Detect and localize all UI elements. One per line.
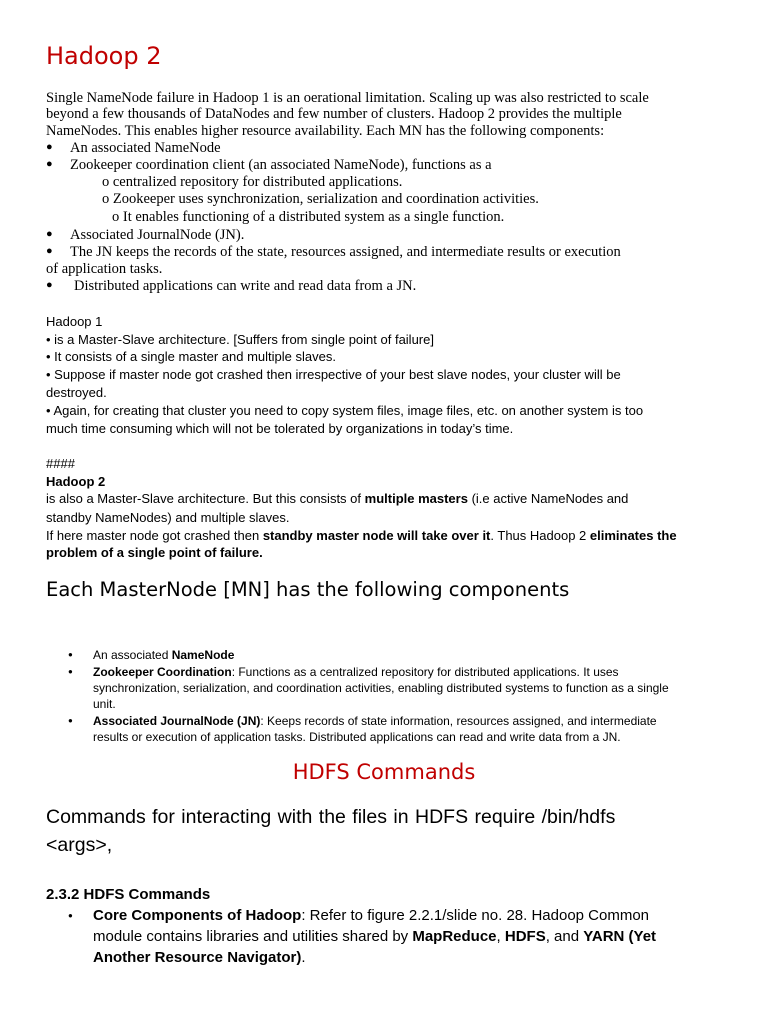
masternode-heading: Each MasterNode [MN] has the following components: [46, 578, 570, 601]
sub-bullet-3-text: It enables functioning of a distributed system as a single function.: [122, 209, 505, 225]
bullet-dot-icon: ●: [68, 716, 73, 725]
hadoop2-title: Hadoop 2: [46, 474, 106, 489]
mn-item-1: [93, 648, 234, 662]
mn-item-2: [93, 665, 619, 679]
hadoop2-line-3-text: If here master node got crashed then: [46, 528, 263, 543]
hadoop2-line-3-mid: . Thus Hadoop 2: [490, 528, 590, 543]
bullet-dot-icon: ●: [68, 911, 73, 920]
bullet-dot-icon: ●: [68, 667, 73, 676]
multiple-masters-bold: multiple masters: [364, 491, 468, 506]
sub-bullet-1: [102, 174, 402, 191]
bullet-dot-icon: ●: [46, 228, 53, 240]
comma-1: ,: [496, 928, 505, 945]
intro-line-1: Single NameNode failure in Hadoop 1 is an oerational limitation. Scaling up was also restricted to scale: [46, 90, 649, 106]
sub-bullet-1-text: centralized repository for distributed applications.: [112, 174, 403, 190]
hadoop2-line-1-text: is also a Master-Slave architecture. But this consists of: [46, 491, 365, 506]
hdfs-commands-title: HDFS Commands: [292, 760, 476, 784]
page-title: Hadoop 2: [46, 42, 162, 70]
hadoop1-line-1: • is a Master-Slave architecture. [Suffers from single point of failure]: [46, 332, 434, 347]
sub-bullet-marker: o: [102, 191, 110, 207]
intro-bullet-4b: of application tasks.: [46, 261, 163, 277]
intro-bullet-5: Distributed applications can write and read data from a JN.: [74, 278, 417, 294]
mn-item-3-text: : Keeps records of state information, resources assigned, and intermediate: [260, 714, 657, 728]
section-232-title: 2.3.2 HDFS Commands: [46, 886, 211, 903]
hadoop1-title: Hadoop 1: [46, 314, 103, 329]
mn-item-3-line-2: results or execution of application tasks. Distributed applications can read and write data from a JN.: [93, 730, 621, 744]
mn-item-2-line-3: unit.: [93, 697, 116, 711]
core-components-bold: Core Components of Hadoop: [93, 907, 302, 924]
section-232-line-1-text: : Refer to figure 2.2.1/slide no. 28. Hadoop Common: [301, 907, 650, 924]
hadoop2-line-3: [46, 528, 677, 543]
sub-bullet-2-text: Zookeeper uses synchronization, serialization and coordination activities.: [112, 191, 539, 207]
yarn-bold: YARN (Yet: [583, 928, 657, 945]
and-text: , and: [545, 928, 584, 945]
sub-bullet-marker: o: [112, 209, 120, 225]
namenode-bold: NameNode: [171, 648, 235, 662]
intro-bullet-3: Associated JournalNode (JN).: [70, 227, 245, 243]
section-232-line-2: [93, 928, 656, 945]
bullet-dot-icon: ●: [46, 141, 53, 153]
mn-item-2-line-2: synchronization, serialization, and coordination activities, enabling distributed systems to function as a single: [93, 681, 669, 695]
hadoop2-line-2: standby NameNodes) and multiple slaves.: [46, 510, 290, 525]
commands-line-1: Commands for interacting with the files in HDFS require /bin/hdfs: [46, 806, 616, 828]
commands-line-2: <args>,: [46, 834, 113, 856]
eliminates-bold: eliminates the: [589, 528, 677, 543]
sub-bullet-marker: o: [102, 174, 110, 190]
hadoop1-line-6: much time consuming which will not be tolerated by organizations in today’s time.: [46, 421, 514, 436]
bullet-dot-icon: ●: [46, 158, 53, 170]
intro-line-3: NameNodes. This enables higher resource availability. Each MN has the following components:: [46, 123, 605, 139]
sub-bullet-3: [112, 209, 504, 226]
standby-bold: standby master node will take over it: [262, 528, 491, 543]
sub-bullet-2: [102, 191, 539, 208]
hadoop1-line-4: destroyed.: [46, 385, 107, 400]
hadoop1-line-5: • Again, for creating that cluster you need to copy system files, image files, etc. on another system is too: [46, 403, 644, 418]
hadoop2-line-1-rest: (i.e active NameNodes and: [467, 491, 629, 506]
section-232-line-2-text: module contains libraries and utilities shared by: [93, 928, 413, 945]
mn-item-1-text: An associated: [93, 648, 172, 662]
intro-bullet-1: An associated NameNode: [70, 140, 221, 156]
journalnode-bold: Associated JournalNode (JN): [93, 714, 261, 728]
intro-line-2: beyond a few thousands of DataNodes and few number of clusters. Hadoop 2 provides the multiple: [46, 106, 622, 122]
intro-bullet-4a: The JN keeps the records of the state, resources assigned, and intermediate results or execution: [70, 244, 621, 260]
zookeeper-bold: Zookeeper Coordination: [93, 665, 232, 679]
hadoop2-line-1: [46, 491, 628, 506]
hash-marks: ####: [46, 456, 75, 471]
mn-item-3: [93, 714, 657, 728]
intro-bullet-2: Zookeeper coordination client (an associated NameNode), functions as a: [70, 157, 492, 173]
mn-item-2-text: : Functions as a centralized repository for distributed applications. It uses: [231, 665, 619, 679]
yarn-expansion-bold: Another Resource Navigator): [93, 949, 302, 966]
hadoop2-line-4: problem of a single point of failure.: [46, 545, 263, 560]
section-232-line-1: [93, 907, 649, 924]
hadoop1-line-2: • It consists of a single master and multiple slaves.: [46, 349, 336, 364]
section-232-line-3: [93, 949, 306, 966]
bullet-dot-icon: ●: [68, 650, 73, 659]
bullet-dot-icon: ●: [46, 279, 53, 291]
hdfs-bold: HDFS: [504, 928, 546, 945]
bullet-dot-icon: ●: [46, 245, 53, 257]
period: .: [301, 949, 306, 966]
hadoop1-line-3: • Suppose if master node got crashed then irrespective of your best slave nodes, your cluster will be: [46, 367, 621, 382]
mapreduce-bold: MapReduce: [412, 928, 497, 945]
